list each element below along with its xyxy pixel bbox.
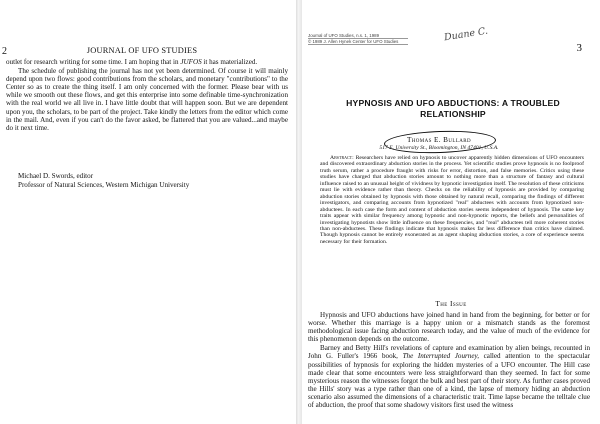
journal-abbreviation: JUFOS: [180, 58, 202, 66]
paragraph: Barney and Betty Hill's revelations of capture and examination by alien beings, recounted in John G. Fuller's 1966 book, The Interrupted Journey, called attention to the spectacular possibilities of hypnosis for exploring the hidden mysteries of a UFO encounter. The Hill case made clear that some encounters were less straightforward than they seemed. In fact for some mysterious reason the witnesses forgot the bulk and best part of their story. As further cases proved the Hills' story was a type rather than one of a kind, the lapse of memory hiding an abduction scenario also assumed the dimensions of a characteristic trait. Time lapse became the telltale clue of abduction, the proof that some shadowy visitors first used the witness: [308, 344, 590, 410]
left-page: [0, 0, 296, 424]
author-name: Thomas E. Bullard: [406, 136, 472, 144]
book-title: The Interrupted Journey,: [402, 352, 480, 361]
paragraph: The schedule of publishing the journal has not yet been determined. Of course it will mainly depend upon two flows: good contributions from the scholars, and monetary "contributions" to the Center so as to create the thing itself. I am only concerned with the former. Please bear with us while we smooth out these flows, and get this enterprise into some definable time-synchronization with the real world we all live in. I have little doubt that will happen soon. But we are dependent upon you, the scholars, to be part of the project. Take kindly the letters from the editor which come in the mail. And, even if you can't do the favor asked, be flattered that you are valued...and maybe do it next time.: [6, 67, 288, 132]
paragraph: outlet for research writing for some time. I am hoping that in JUFOS it has materialized.: [6, 58, 258, 66]
abstract-text: Researchers have relied on hypnosis to uncover apparently hidden dimensions of UFO encounters and discovered extraordinary abduction stories in the process. Yet scientific studies prove hypnosis is no foolproof truth serum, rather a procedure fraught with risks for error, distortion, and false memories. Critics using these studies have charged that abduction stories amount to nothing more than a structure of fantasy and cultural influence raised to an unusual height of vividness by hypnotic investigation itself. The resolution of these criticisms must lie with evidence rather than theory. Checks on the reliability of hypnosis are provided by comparing abduction stories obtained by hypnosis with those obtained by natural recall, comparing the findings of different investigators, and comparing accounts from hypnotized "real" abductees with accounts from hypnotized non-abductees. In each case the form and content of abduction stories seems independent of hypnosis. The same key traits appear with similar frequency among hypnotic and non-hypnotic reports, the beliefs and personalities of investigating hypnotists show little influence on these frequencies, and "real" abductees tell more coherent stories than non-abductees. These findings indicate that hypnosis makes far less difference than critics have claimed. Though hypnosis cannot be entirely exonerated as an agent shaping abduction stories, a core of experience seems necessary for their formation.: [320, 155, 584, 245]
page-number: 3: [576, 42, 582, 54]
abstract-label: Abstract:: [330, 155, 354, 161]
editorial-text: [6, 58, 288, 133]
editor-name: Michael D. Swords, editor: [18, 172, 94, 180]
editor-title: Professor of Natural Sciences, Western Michigan University: [18, 181, 190, 189]
abstract: [320, 155, 584, 245]
author-affiliation: 517 E. University St., Bloomington, IN 47401, U.S.A.: [379, 145, 499, 151]
section-heading: The Issue: [435, 299, 467, 308]
right-page: [302, 0, 600, 424]
paragraph: Hypnosis and UFO abductions have joined hand in hand from the beginning, for better or for worse. Whether this marriage is a happy union or a mismatch stands as the foremost methodological issue facing abduction research today, and the value of much of the evidence for this phenomenon depends on the outcome.: [308, 311, 590, 344]
page-number: 2: [2, 46, 8, 57]
article-title: HYPNOSIS AND UFO ABDUCTIONS: A TROUBLED RELATIONSHIP: [346, 98, 560, 119]
article-body: [308, 311, 590, 409]
running-header: [2, 46, 282, 55]
handwritten-note: Duane C.: [443, 25, 489, 44]
journal-title: JOURNAL OF UFO STUDIES: [86, 46, 198, 55]
editor-signature: [18, 172, 288, 190]
journal-citation: Journal of UFO Studies, n.s. 1, 1989 © 1989 J. Allen Hynek Center for UFO Studies: [308, 33, 408, 45]
